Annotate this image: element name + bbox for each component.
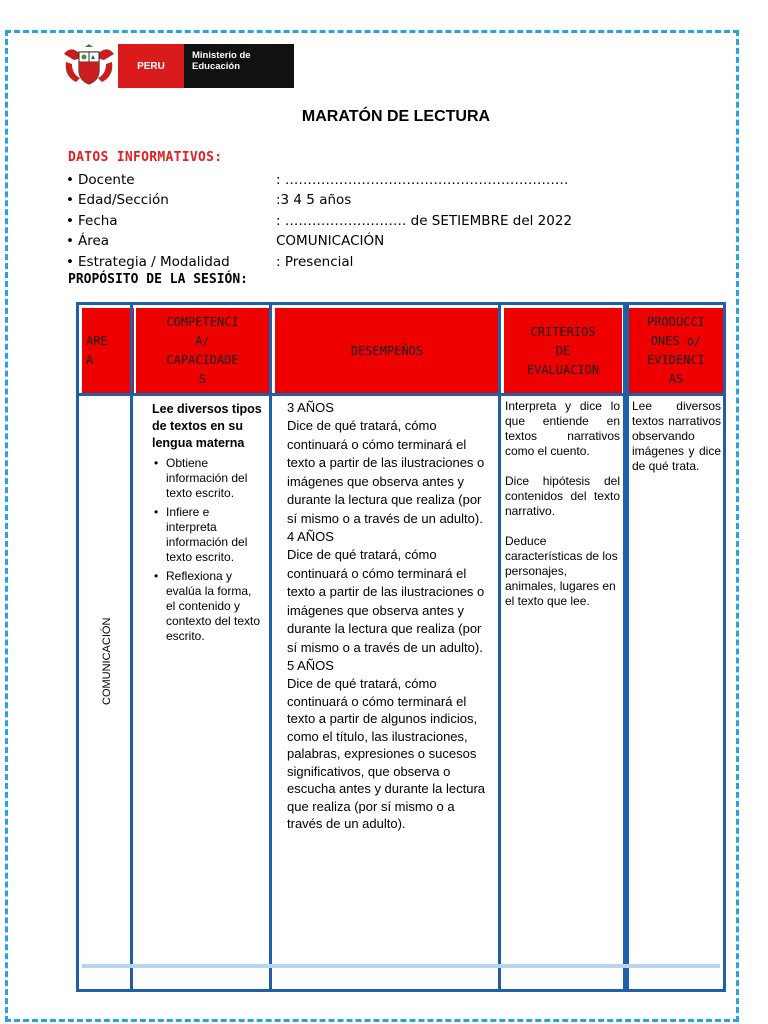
desempeno-text: Dice de qué tratará, cómo continuará o cómo terminará el texto a partir de las ilustraciones o imágenes que observa antes y durante la lectura que realiza (por sí mismo o a través de un adulto). (287, 418, 485, 526)
desempeno-text: Dice de qué tratará, cómo continuará o cómo terminará el texto a partir de algunos indicios, como el título, las ilustraciones, palabras, expresiones o sucesos significativos, que observa o escucha antes y durante la lectura que realiza (por sí mismo o a través de un adulto). (287, 676, 486, 831)
table-footer-bar (82, 964, 720, 968)
ministry-logo (60, 44, 300, 88)
row-value: : ……………………………………………………… (276, 172, 569, 188)
row-label: Fecha (78, 213, 118, 229)
header-competencia: COMPETENCI A/ CAPACIDADE S (136, 308, 269, 394)
header-criterios: CRITERIOS DE EVALUACION (504, 308, 622, 394)
row-value: : ……………………… de SETIEMBRE del 2022 (276, 213, 573, 229)
bullet-icon: • (66, 254, 74, 270)
header-area: ÁRE A (82, 308, 134, 394)
bullet-icon: • (66, 233, 74, 249)
datos-row-area (66, 231, 385, 251)
datos-row-fecha (66, 211, 573, 231)
page-title: MARATÓN DE LECTURA (301, 108, 491, 125)
header-evidencias: PRODUCCI ONES o/ EVIDENCI AS (629, 308, 723, 394)
row-value: COMUNICACIÓN (276, 233, 385, 249)
capacidad-item: • Infiere e interpreta información del texto escrito. (152, 505, 262, 565)
bullet-icon: • (66, 192, 74, 208)
datos-row-estrategia (66, 252, 354, 272)
criterio-item: Dice hipótesis del contenidos del texto narrativo. (505, 474, 620, 518)
proposito-heading: PROPÓSITO DE LA SESIÓN: (68, 272, 249, 287)
capacidad-item: • Obtiene información del texto escrito. (152, 456, 262, 501)
desempeno-age: 3 AÑOS (287, 400, 334, 415)
evidencias-cell: Lee diversos textos narrativos observando imágenes y dice de qué trata. (632, 399, 721, 473)
peru-label: PERU (118, 44, 184, 88)
competencia-title: Lee diversos tipos de textos en su lengua materna (152, 402, 262, 450)
ministry-label: Ministerio de Educación (184, 44, 294, 88)
bullet-icon: • (66, 172, 74, 188)
criterio-item: Interpreta y dice lo que entiende en textos narrativos como el cuento. (505, 399, 620, 458)
datos-row-docente (66, 170, 569, 190)
datos-heading: DATOS INFORMATIVOS: (68, 150, 223, 165)
row-label: Docente (78, 172, 135, 188)
row-value: : Presencial (276, 254, 354, 270)
desempenos-cell (287, 399, 492, 833)
header-desempenos: DESEMPEÑOS (275, 308, 499, 394)
datos-row-edad (66, 190, 352, 210)
desempeno-age: 5 AÑOS (287, 658, 334, 673)
coat-of-arms-icon (60, 44, 118, 88)
row-label: Estrategia / Modalidad (78, 254, 230, 270)
row-label: Edad/Sección (78, 192, 169, 208)
desempeno-age: 4 AÑOS (287, 529, 334, 544)
capacidad-item: • Reflexiona y evalúa la forma, el contenido y contexto del texto escrito. (152, 569, 262, 644)
competencia-cell (152, 401, 262, 648)
criterios-cell (505, 399, 620, 609)
row-value: :3 4 5 años (276, 192, 352, 208)
session-table (76, 302, 726, 992)
bullet-icon: • (66, 213, 74, 229)
desempeno-text: Dice de qué tratará, cómo continuará o cómo terminará el texto a partir de las ilustraciones o imágenes que observa antes y durante la lectura que realiza (por sí mismo o a través de un adulto). (287, 547, 485, 655)
criterio-item: Deduce características de los personajes, animales, lugares en el texto que lee. (505, 534, 618, 608)
area-cell: COMUNICACIÓN (101, 617, 113, 705)
row-label: Área (78, 233, 110, 249)
